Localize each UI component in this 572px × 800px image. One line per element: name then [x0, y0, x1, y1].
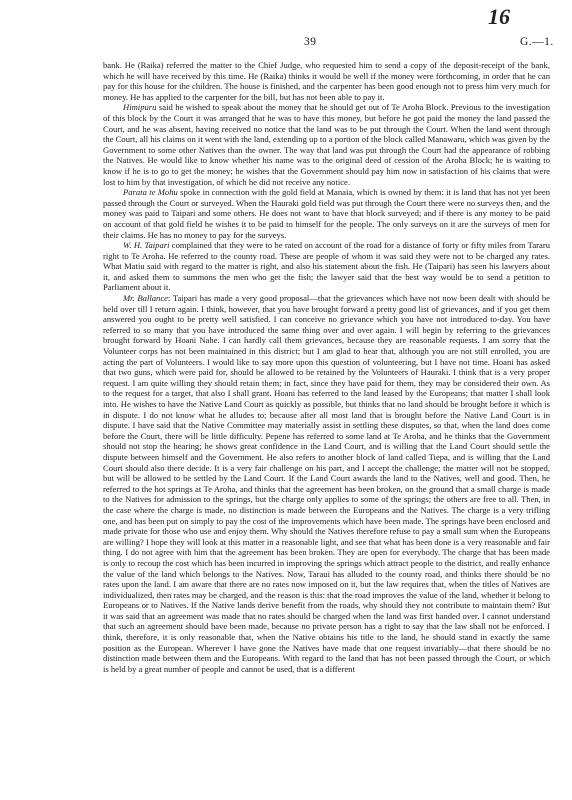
paragraph: [103, 293, 550, 674]
paragraph: [103, 60, 550, 102]
paragraph: [103, 187, 550, 240]
paragraph: [103, 102, 550, 187]
page-number: 39: [304, 36, 317, 48]
speaker-name: Himipuru: [123, 102, 157, 113]
document-body: [103, 60, 550, 674]
handwritten-page-note: 16: [488, 4, 510, 29]
paragraph-text: : Taipari has made a very good proposal—that the grievances which have not now been dealt with should be held over till I return again. I think, however, that you have brought forward a pretty good list of grievances, and if you get them answered you ought to be pretty well satisfied. I can conceive no grievance which you have not introduced to-day. You have referred to so many that you have introduced the same thing over and over again. I will begin by referring to the grievances brought forward by Hoani Nahe. I can hardly call them grievances, because they are reasonable requests. I am sorry that the Volunteer corps has not been maintained in this district; but I am glad to hear that, although you are not still enrolled, you are acting the part of Volunteers. I would like to say more upon this question of volunteering, but I have not time. Hoani has asked that two guns, which were paid for, should be allowed to be retained by the Volunteers of Hauraki. I think that is a very proper request. I am quite willing they should retain them; in fact, since they have paid for them, they may be considered their own. As to the request for a target, that also I shall grant. Hoani has referred to the land leased by the Europeans; that matter I shall look into. He wishes to have the Native Land Court as quickly as possible, but thinks that no land should be brought before it which is in dispute. I do not know what he alludes to; because after all most land that is brought before the Native Land Court is in dispute. I have said that the Native Committee may materially assist in settling these disputes, so that, when the land does come before the Court, there will be little difficulty. Pepene has referred to some land at Te Aroha, and he thinks that the Government should not stop the hearing; he shows great confidence in the Land Court, and is willing that the Land Court should settle the dispute between himself and the Government. He also refers to another block of land called Tiepa, and is willing that the Land Court should also there decide. It is a very fair challenge on his part, and I accept the challenge; the matter will not be stopped, but will be allowed to be settled by the Land Court. If the Land Court awards the land to the Natives, well and good. Then, he referred to the hot springs at Te Aroha, and thinks that the agreement has been broken, on the ground that a small charge is made to the Natives for admission to the springs, but the charge only applies to some of the springs; the others are free to all. Then, in the case where the charge is made, no distinction is made between the Europeans and the Natives. The charge is a very trifling one, and has been put on simply to pay the cost of the improvements which have been made. The springs have been enclosed and made private for those who use and enjoy them. Why should the Natives therefore refuse to pay a small sum when the Europeans are willing? I hope they will look at this matter in a reasonable light, and see that what has been done is a very reasonable and fair thing. I do not agree with him that the agreement has been broken. They are open for everybody. The charge that has been made is only to recoup the cost which has been incurred in improving the springs which attract people to the district, and really enhance the value of the land which belongs to the Natives. Now, Taraui has alluded to the county road, and thinks there should be no rates upon the land. I am aware that there are no rates now imposed on it, but the law requires that, when the titles of Natives are individualized, then rates may be charged, and the reason is this: that the road improves the value of the land, whether it belong to Europeans or to Natives. If the Native lands derive benefit from the roads, why should they not contribute to maintain them? But it was said that an agreement was made that no rates should be charged when the land was first handed over. I cannot understand that such an agreement should have been made, because no private person has a right to say that the law shall not be enforced. I think, therefore, it is only reasonable that, when the Native obtains his title to the land, he should stand in exactly the same position as the European. Wherever I have gone the Natives have made that one request invariably—that there should be no distinction made between them and the Europeans. With regard to the land that has not been passed through the Court, or which is held by a great number of people and cannot be used, that is a different: [103, 293, 550, 674]
paragraph-text: said he wished to speak about the money that he should get out of Te Aroha Block. Previous to the investigation of this block by the Court it was arranged that he was to have this money, but before he got paid the money the land passed the Court, and he was absent, having received no notice that the land was to be put through the Court. When the land went through the Court, all his claims on it went with the land, extending up to a portion of the block called Manawaru, which was given by the Government to some other Natives than the owner. The way that land was put through the Court had the appearance of robbing the Natives. He would like to know whether his name was to the original deed of cession of the Aroha Block; he is waiting to know if he is to go to get the money; he wishes that the Government should pay him now in satisfaction of his claims that were lost to him by that investigation, of which he did not receive any notice.: [103, 102, 550, 187]
speaker-name: W. H. Taipari: [123, 240, 170, 251]
paragraph-text: spoke in connection with the gold field at Manaia, which is owned by them: it is land that has not yet been passed through the Court or surveyed. When the Hauraki gold field was put through the Court there were no surveys then, and the money was paid to Taipari and some others. He does not want to have that block surveyed; and if there is any money to be paid on account of that gold field he wishes it to be paid to himself for the people. The only surveys on it are the surveys of men for their claims. He has no money to pay for the surveys.: [103, 187, 550, 240]
speaker-name: Mr. Ballance: [123, 293, 168, 304]
paragraph-text: complained that they were to be rated on account of the road for a distance of forty or fifty miles from Tararu right to Te Aroha. He referred to the county road. These are people of whom it was said they were not to be charged any rates. What Matiu said with regard to the matter is right, and also his statement about the fish. He (Taipari) has seen his lawyers about it, and asked them to summons the men who get the fish; the lawyer said that the best way would be to send a petition to Parliament about it.: [103, 240, 550, 293]
series-reference: G.—1.: [520, 36, 554, 48]
paragraph: [103, 240, 550, 293]
speaker-name: Parata te Mohu: [123, 187, 178, 198]
paragraph-text: bank. He (Raika) referred the matter to the Chief Judge, who requested him to send a copy of the deposit-receipt of the bank, which he will have received by this time. He (Raika) thinks it would be well if the money were forthcoming, in order that he can pay for this house for the children. The house is finished, and the carpenter has been good enough not to press him very much for money. He has applied to the carpenter for the bill, but has not been able to pay it.: [103, 60, 550, 102]
